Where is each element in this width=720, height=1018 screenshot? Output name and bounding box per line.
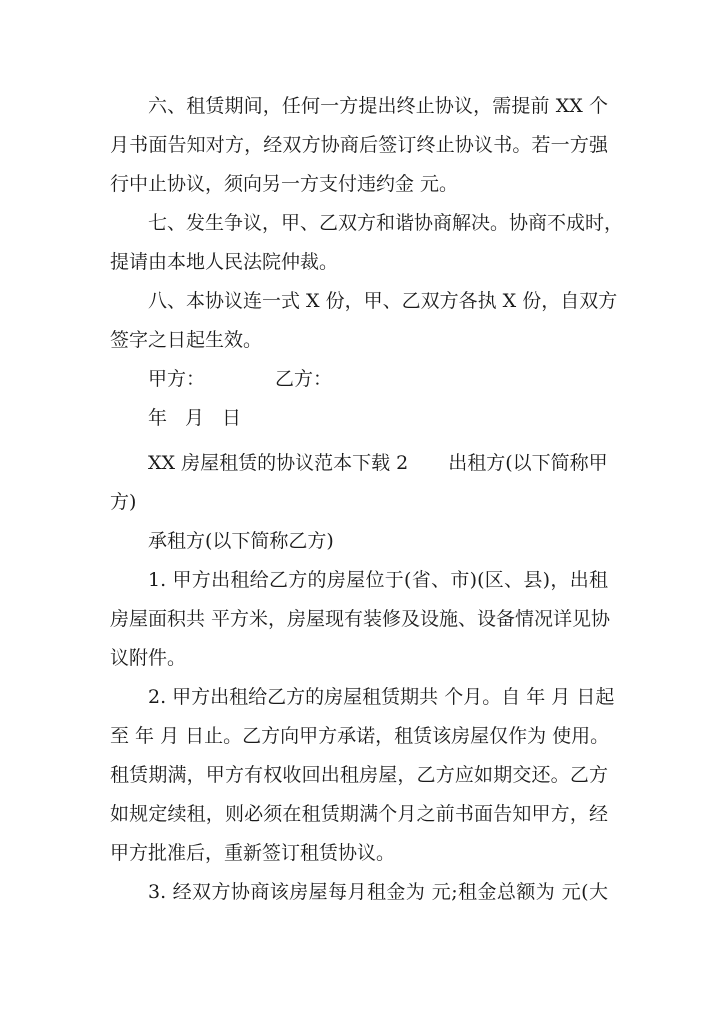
- lessor-intro-continuation: 方): [110, 491, 137, 513]
- clause-2-line-1: 2. 甲方出租给乙方的房屋租赁期共 个月。自 年 月 日起: [148, 686, 615, 708]
- clause-6-line-3: 行中止协议，须向另一方支付违约金 元。: [110, 173, 459, 195]
- lessor-intro: 出租方(以下简称甲: [448, 452, 608, 474]
- date-year: 年: [148, 407, 168, 429]
- clause-3-line-1: 3. 经双方协商该房屋每月租金为 元;租金总额为 元(大: [148, 881, 608, 903]
- clause-1-line-1: 1. 甲方出租给乙方的房屋位于(省、市)(区、县)，出租: [148, 569, 608, 591]
- clause-1-line-2: 房屋面积共 平方米，房屋现有装修及设施、设备情况详见协: [110, 608, 611, 630]
- template-title-line: [148, 451, 608, 475]
- clause-2-line-4: 如规定续租，则必须在租赁期满个月之前书面告知甲方，经: [110, 803, 608, 825]
- date-month: 月: [185, 407, 205, 429]
- clause-7-line-1: 七、发生争议，甲、乙双方和谐协商解决。协商不成时，: [148, 212, 624, 234]
- signature-line: [148, 367, 332, 391]
- clause-2-line-5: 甲方批准后，重新签订租赁协议。: [110, 842, 396, 864]
- template-title: XX 房屋租赁的协议范本下载 2: [148, 452, 409, 474]
- party-b-label: 乙方：: [275, 368, 333, 390]
- party-a-label: 甲方：: [148, 368, 206, 390]
- clause-7-line-2: 提请由本地人民法院仲裁。: [110, 251, 339, 273]
- date-day: 日: [222, 407, 242, 429]
- clause-2-line-2: 至 年 月 日止。乙方向甲方承诺，租赁该房屋仅作为 使用。: [110, 725, 610, 747]
- clause-8-line-2: 签字之日起生效。: [110, 329, 263, 351]
- clause-2-line-3: 租赁期满，甲方有权收回出租房屋，乙方应如期交还。乙方: [110, 764, 608, 786]
- date-line: [148, 406, 259, 430]
- lessee-intro: 承租方(以下简称乙方): [148, 530, 334, 552]
- clause-8-line-1: 八、本协议连一式 X 份，甲、乙双方各执 X 份，自双方: [148, 290, 618, 312]
- clause-6-line-2: 月书面告知对方，经双方协商后签订终止协议书。若一方强: [110, 134, 608, 156]
- clause-6-line-1: 六、租赁期间，任何一方提出终止协议，需提前 XX 个: [148, 95, 608, 117]
- clause-1-line-3: 议附件。: [110, 647, 187, 669]
